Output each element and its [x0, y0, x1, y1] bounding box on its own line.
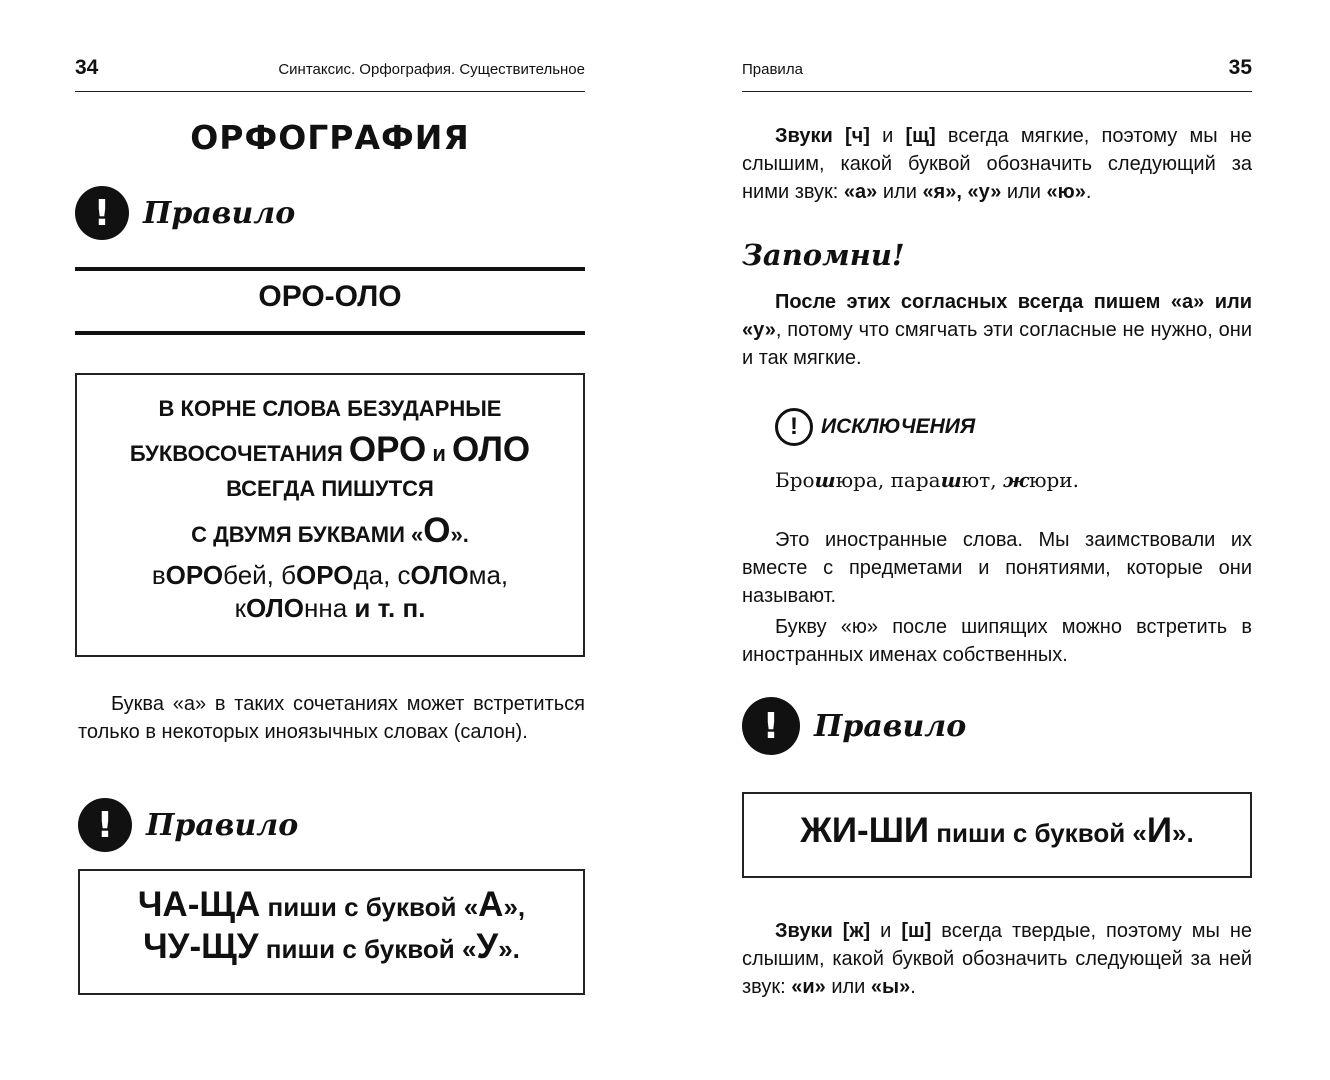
text: Звуки [ж] [775, 920, 871, 942]
rule-heading [742, 697, 966, 755]
text: ОЛО [451, 430, 531, 469]
text: ш [940, 468, 962, 492]
box-line [77, 511, 583, 551]
box-line [80, 927, 583, 967]
box-line [80, 885, 583, 925]
text: , потому что смягчать эти согласные не нужно, они и так мягкие. [742, 319, 1252, 369]
rule-heading [75, 186, 295, 240]
divider [75, 331, 585, 335]
exclamation-icon: ! [775, 408, 813, 446]
text: ОЛО [245, 593, 304, 623]
paragraph [742, 917, 1252, 1001]
exclamation-icon: ! [75, 186, 129, 240]
rule-box [742, 792, 1252, 878]
text: или [877, 181, 923, 203]
text: нна [303, 593, 355, 623]
rule-box [78, 869, 585, 995]
text: к [234, 593, 246, 623]
text: ш [814, 468, 836, 492]
text: и т. п. [354, 593, 426, 623]
text: ЧА-ЩА [137, 885, 261, 924]
exclamation-icon: ! [742, 697, 800, 755]
box-line: В КОРНЕ СЛОВА БЕЗУДАРНЫЕ [158, 396, 502, 421]
right-page [742, 0, 1252, 1080]
text: или [1001, 181, 1047, 203]
box-line [77, 430, 583, 470]
header-rule [742, 91, 1252, 92]
box-line [744, 811, 1250, 851]
exceptions-words [775, 468, 1079, 492]
box-line: ВСЕГДА ПИШУТСЯ [226, 476, 434, 501]
text: и [870, 920, 902, 942]
text: А [478, 885, 504, 924]
text: да, с [353, 560, 411, 590]
rule-title: ОРО-ОЛО [258, 280, 402, 313]
running-head: Синтаксис. Орфография. Существительное [278, 61, 585, 78]
left-page [75, 0, 585, 1080]
text: пиши с буквой « [258, 934, 477, 964]
text: ОРО [296, 560, 354, 590]
text: всегда мягкие, поэтому мы не слышим, какой буквой обозначить следующий за ними звук: [742, 125, 1252, 203]
running-head: Правила [742, 61, 803, 78]
text: И [1146, 811, 1173, 850]
text: или [825, 976, 871, 998]
text: . [910, 976, 916, 998]
examples [77, 559, 583, 625]
page-number: 35 [1228, 56, 1252, 79]
text: пиши с буквой « [929, 818, 1147, 848]
section-title: ОРФОГРАФИЯ [190, 118, 470, 157]
paragraph [742, 122, 1252, 206]
text: О [423, 511, 451, 550]
paragraph [78, 690, 585, 746]
exceptions-title: ИСКЛЮЧЕНИЯ [821, 415, 976, 438]
text: Букву «ю» после шипящих можно встретить в иностранных именах собственных. [742, 616, 1252, 666]
text: «а» [843, 181, 878, 203]
divider [75, 267, 585, 271]
exclamation-icon: ! [78, 798, 132, 852]
text: ». [450, 522, 469, 547]
text: бей, б [223, 560, 297, 590]
text: ЖИ-ШИ [800, 811, 930, 850]
text: «и» [791, 976, 826, 998]
paragraph [742, 526, 1252, 669]
text: ». [1172, 818, 1194, 848]
text: всегда твердые, поэтому мы не слышим, какой буквой обозначить следующей за ней звук: [742, 920, 1252, 998]
text: и [426, 441, 452, 466]
rule-label: Правило [146, 807, 299, 843]
text: Звуки [ч] [775, 125, 870, 147]
text: юра, пара [835, 468, 941, 492]
remember-heading: Запомни! [742, 238, 905, 272]
text: Это иностранные слова. Мы заимствовали их вместе с предметами и понятиями, которые они называют. [742, 529, 1252, 607]
text: ОРО [348, 430, 427, 469]
exceptions-heading [775, 408, 975, 446]
rule-label: Правило [814, 708, 967, 744]
text: юри. [1029, 468, 1079, 492]
text: У [476, 927, 499, 966]
text: «ю» [1046, 181, 1086, 203]
rule-heading [78, 798, 298, 852]
text: ОРО [165, 560, 224, 590]
text: ОЛО [410, 560, 469, 590]
text: [ш] [901, 920, 932, 942]
rule-box [75, 373, 585, 657]
text: и [869, 125, 906, 147]
paragraph [742, 288, 1252, 372]
text: «ы» [870, 976, 911, 998]
text: С ДВУМЯ БУКВАМИ « [191, 522, 424, 547]
text: [щ] [905, 125, 936, 147]
text: ». [498, 934, 520, 964]
text: в [151, 560, 166, 590]
text: ж [1002, 468, 1030, 492]
text: пиши с буквой « [260, 892, 479, 922]
text: «я», «у» [922, 181, 1002, 203]
text: Бро [775, 468, 815, 492]
text: ют, [961, 468, 1003, 492]
text: . [1085, 181, 1092, 203]
text: ма, [468, 560, 509, 590]
rule-label: Правило [143, 195, 296, 231]
text: », [503, 892, 526, 922]
text: БУКВОСОЧЕТАНИЯ [129, 441, 349, 466]
page-number: 34 [75, 56, 99, 79]
text: ЧУ-ЩУ [143, 927, 259, 966]
text: После этих согласных всегда пишем «а» или «у» [742, 291, 1252, 341]
text: Буква «а» в таких сочетаниях может встретиться только в некоторых иноязычных словах (салон). [78, 693, 585, 743]
header-rule [75, 91, 585, 92]
